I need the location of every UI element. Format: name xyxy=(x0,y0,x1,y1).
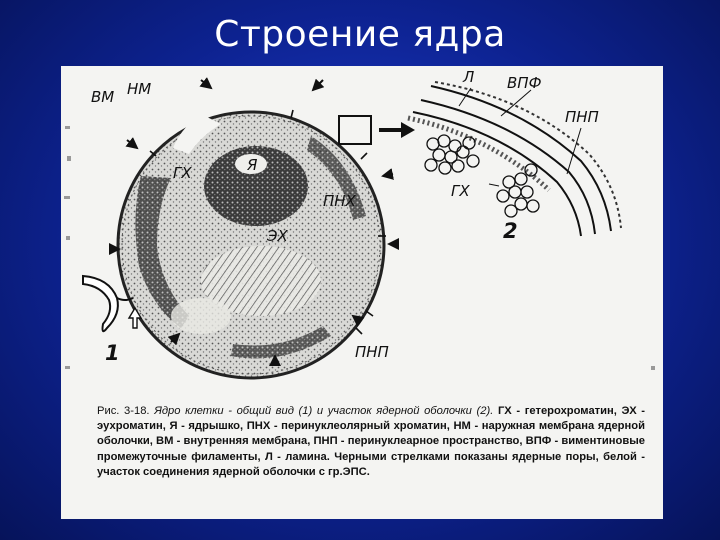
label-eh: ЭХ xyxy=(267,227,288,245)
envelope-detail-drawing xyxy=(408,82,621,236)
label-vpf: ВПФ xyxy=(507,74,542,92)
nucleus-drawing xyxy=(83,80,415,378)
label-ya: Я xyxy=(247,156,258,174)
slide-title: Строение ядра xyxy=(214,14,506,55)
label-pnp-2: ПНП xyxy=(565,108,599,126)
label-part-1: 1 xyxy=(105,341,120,365)
figure-panel xyxy=(61,66,663,519)
label-part-2: 2 xyxy=(503,219,518,243)
label-gh-2: ГХ xyxy=(451,182,470,200)
figure-caption xyxy=(97,404,645,480)
label-pnh: ПНХ xyxy=(323,192,356,210)
caption-title: Ядро клетки - общий вид (1) и участок ядерной оболочки (2). xyxy=(154,405,494,417)
label-l: Л xyxy=(463,68,475,86)
label-nm: НМ xyxy=(127,80,152,98)
caption-figure-number: Рис. 3-18. xyxy=(97,405,150,417)
label-vm: ВМ xyxy=(91,88,115,106)
label-gh-1: ГХ xyxy=(173,164,192,182)
label-pnp-1: ПНП xyxy=(355,343,389,361)
caption-body: ГХ - гетерохроматин, ЭХ - эухроматин, Я - ядрышко, ПНХ - перинуклеолярный хроматин, НМ - наружная мембрана ядерной оболочки, ВМ - внутренняя мембрана, ПНП - перинуклеарное пространство, ВПФ - виментиновые промежуточные филаменты, Л - ламина. Черными стрелками показаны ядерные поры, белой - участок соединения ядерной оболочки с гр.ЭПС. xyxy=(97,405,646,478)
